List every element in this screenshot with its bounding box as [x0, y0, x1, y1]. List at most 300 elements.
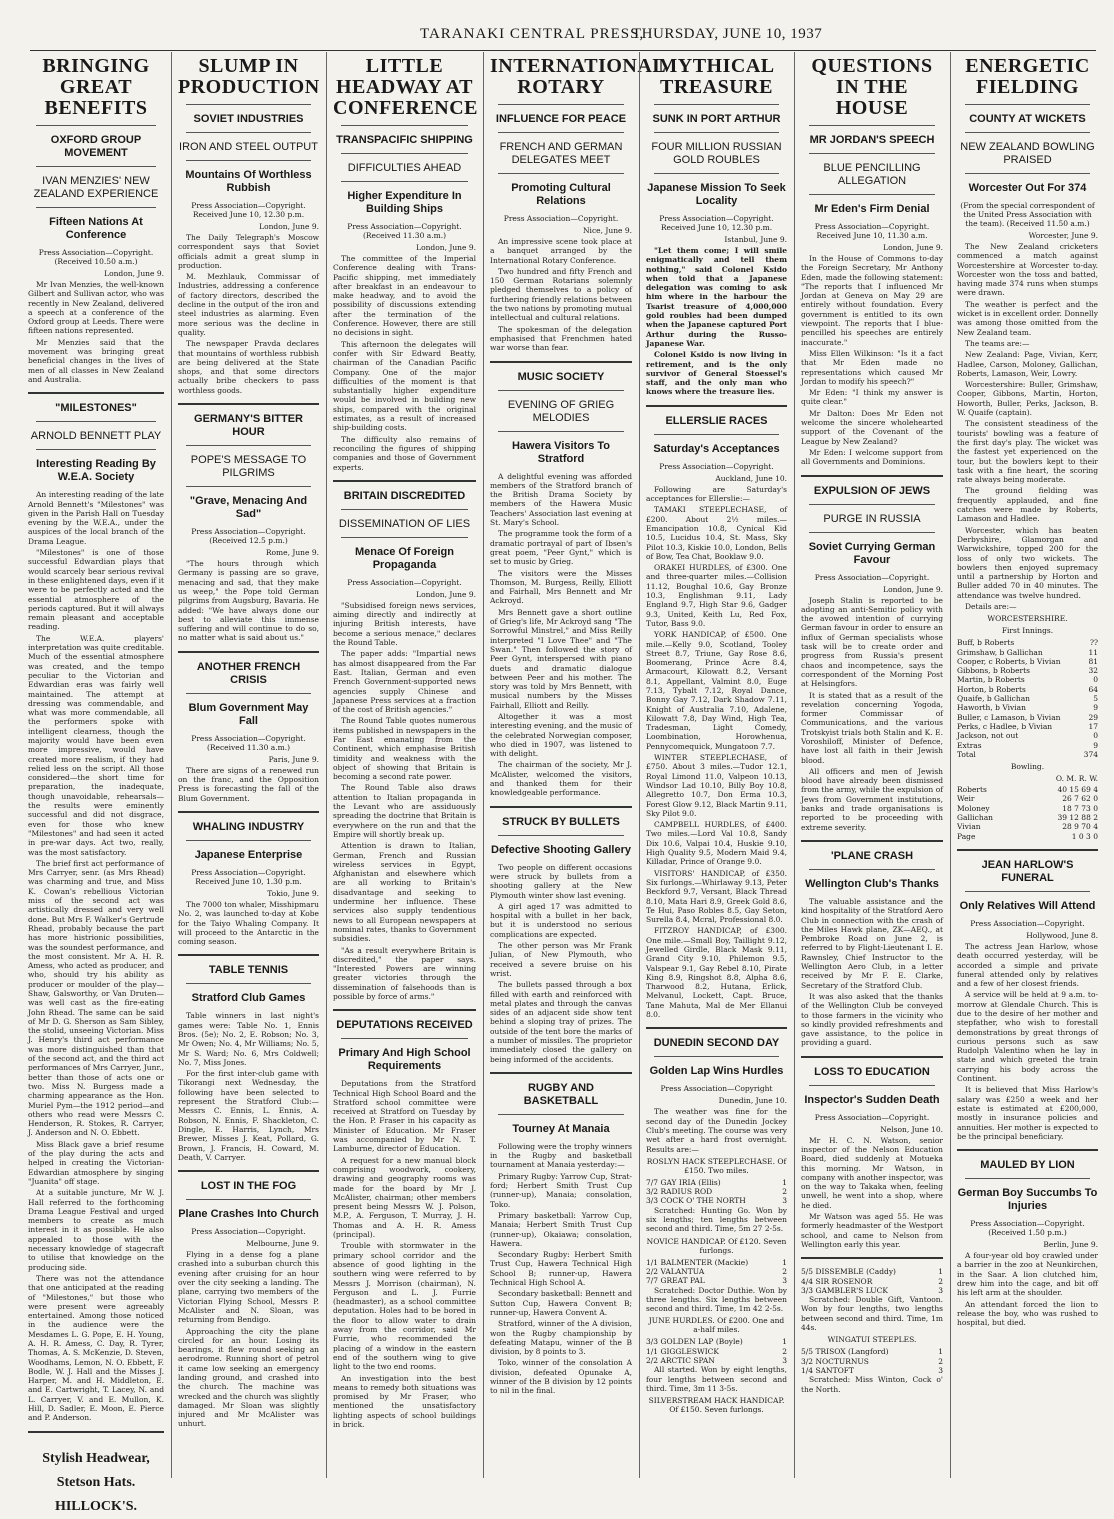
column-1	[22, 52, 170, 1514]
headline: DUNEDIN SECOND DAY	[653, 1037, 780, 1050]
divider	[490, 1072, 632, 1074]
paragraph: Mr Eden: I welcome support from all Governments and Dominions.	[801, 447, 943, 467]
column-4	[483, 52, 667, 1478]
paragraph: The visitors were the Misses Thomson, M. Burgess, Reilly, Elliott and Fairhall, Mrs Bennett and Mr Ackroyd.	[490, 568, 632, 606]
subhead: Inspector's Sudden Death	[804, 1093, 940, 1106]
paper-name: TARANAKI CENTRAL PRESS,	[420, 26, 645, 42]
ad-line: Stylish Headwear,	[42, 1450, 150, 1466]
headline: DEPUTATIONS RECEIVED	[336, 1019, 473, 1032]
paragraph: The programme took the form of a dramatic portrayal of part of Ibsen's great poem, "Peer Gynt," which is set to music by Grieg.	[490, 529, 632, 567]
paragraph: VISITORS' HANDICAP, of £350. Six furlongs.—Whirlaway 9.13, Peter Beckford 9.7, Versant, Black Thread 8.10, Mata Hari 8.9, Greek Gold 8.6, Te Hui, Paso Robles 8.5, Gay Seton, Surella 8.4, Mcral, Professional 8.0.	[646, 868, 787, 925]
scorecard-row: Haworth, b Vivian 9	[957, 703, 1098, 713]
subhead: Primary And High School Requirements	[338, 1047, 471, 1073]
ad-line: HILLOCK'S.	[54, 1498, 138, 1514]
paragraph: The paper adds: "Impartial news has almost disappeared from the Far East. Italian, German and even French Government-supported news agencies supply Chinese and Japanese Press services at a fraction of the cost of British agencies."	[333, 649, 476, 715]
scorecard-row: Horton, b Roberts 64	[957, 684, 1098, 694]
divider	[965, 1178, 1090, 1179]
scorecard-row: Quaife, b Gallichan 5	[957, 694, 1098, 704]
subhead: Wellington Club's Thanks	[805, 877, 939, 890]
paragraph: It is stated that as a result of the revelation concerning Yogoda, former Commissar of Communications, and the various Trotskyist trials both Stalin and K. E. Voroshiloff, Minister of Defence, have lost all faith in their Jewish blood.	[801, 690, 943, 765]
scorecard-row: Cooper, c Roberts, b Vivian 81	[957, 656, 1098, 666]
result-row: 7/7 GREAT PAL 3	[646, 1276, 787, 1286]
issue-date: THURSDAY, JUNE 10, 1937	[632, 26, 823, 42]
divider	[341, 1038, 468, 1039]
divider	[186, 693, 311, 694]
paragraph: Approaching the city the plane circled for an hour. Losing its bearings, it flew round seeking an aerodrome. Running short of petrol it came low seeking an emergency landing ground, and crashed into the church. The machine was wrecked and the church was slightly damaged. Mr Sloan was slightly injured and Mr McAlister was unhurt.	[178, 1326, 319, 1429]
credit-line: Press Association—Copyright. (Received 11.30 a.m.)	[191, 733, 306, 752]
result-row: 2/2 VALANTUA 2	[646, 1266, 787, 1276]
credit-line: Press Association—Copyright. Received June 10, 11.30 a.m.	[814, 222, 930, 240]
divider	[957, 1149, 1098, 1151]
headline: LOSS TO EDUCATION	[814, 1065, 930, 1078]
divider	[654, 132, 779, 133]
advertisement	[28, 1447, 164, 1519]
subhead: DIFFICULTIES AHEAD	[347, 162, 462, 174]
paragraph: Mr Menzies said that the movement was bringing great beneficial changes in the lives of men of all classes in New Zealand and Australia.	[28, 337, 164, 384]
paragraph: The Round Table also draws attention to Italian propaganda in the Levant who are assiduously spreading the doctrine that Britain is everywhere on the run and that the Empire will shortly break up.	[333, 783, 476, 839]
subhead: BLUE PENCILLING ALLEGATION	[823, 162, 921, 187]
divider	[341, 537, 468, 538]
paragraph: Joseph Stalin is reported to be adopting an anti-Semitic policy with the avowed intention of currying German favour in order to ensure an influx of German specialists whose task will be to create order and progress from Russia's present chaos and incompetence, says the correspondent of the Morning Post at Helsingfors.	[801, 595, 943, 689]
paragraph: Colonel Ksido is now living in retirement, and is the only survivor of General Stoessel's staff, and the only man who knows where the treasure lies.	[646, 350, 787, 397]
divider	[186, 983, 311, 984]
divider	[498, 104, 624, 105]
paragraph: Mr Watson was aged 55. He was formerly headmaster of the Westport school, and came to Nelson from Wellington early this year.	[801, 1212, 943, 1249]
headline: JEAN HARLOW'S FUNERAL	[981, 858, 1074, 884]
paragraph: The teams are:—	[965, 338, 1030, 348]
subhead: SUNK IN PORT ARTHUR	[652, 113, 781, 125]
headline: BRITAIN DISCREDITED	[343, 489, 466, 502]
result-row: 5/5 TRISOX (Langford) 1	[801, 1347, 943, 1357]
subhead: PURGE IN RUSSIA	[823, 512, 921, 525]
subhead: Higher Expenditure In Building Ships	[347, 190, 462, 215]
result-row: 2/2 ARCTIC SPAN 3	[646, 1356, 787, 1366]
headline: BRINGING GREAT BENEFITS	[42, 55, 150, 119]
divider	[178, 954, 319, 956]
subhead: Fifteen Nations At Conference	[49, 216, 143, 241]
dateline: Berlin, June 9.	[1043, 1240, 1098, 1250]
headline: STRUCK BY BULLETS	[502, 815, 620, 828]
paragraph: Following are Saturday's acceptances for Ellerslie:—	[646, 484, 787, 504]
paragraph: An investigation into the best means to remedy both situations was promised by Mr Fraser, who mentioned the unsatisfactory lighting aspects of school buildings in brick.	[333, 1373, 476, 1429]
headline: GERMANY'S BITTER HOUR	[194, 413, 303, 439]
column-5	[639, 52, 793, 1478]
paragraph: CAMPBELL HURDLES, of £400. Two miles.—Lord Val 10.8, Sandy Dix 10.6, Valpai 10.4, Huskie 9.10, High Quality 9.5, Modern Maid 9.4, Killadar, Prince of Orange 9.0.	[646, 820, 787, 867]
credit-line: Press Association—Copyright.	[814, 572, 930, 582]
paragraph: "Milestones" is one of those successful Edwardian plays that would scarcely bear serious revival in these enlightened days, even if it were to be perfectly acted and the essential atmosphere of the periods captured. But it will always remain pleasant and acceptable reading.	[28, 548, 164, 632]
paragraph: WINTER STEEPLECHASE, of £750. About 3 miles.—Tudor 12.1, Royal Limond 11.0, Valpeon 10.13, Windsor Lad 10.10, Billy Boy 10.8, Allegretto 10.7, Don Erma 10.3, Forest Glow 9.12, Black Martin 9.11, Sky Pilot 9.0.	[646, 753, 787, 818]
paragraph: Primary Rugby: Yarrow Cup, Strat-ford; Herbert Smith Trust Cup (runner-up), Manaia; consolation, Toko.	[490, 1171, 632, 1209]
column-7	[950, 52, 1104, 1478]
credit-line: Press Association—Copyright. (Received 1.50 p.m.)	[970, 1219, 1085, 1238]
subhead: INFLUENCE FOR PEACE	[495, 113, 627, 125]
scorecard-row: Extras 9	[957, 740, 1098, 750]
divider	[801, 1257, 943, 1259]
scorecard-row: Martin, b Roberts 0	[957, 675, 1098, 685]
subhead: POPE'S MESSAGE TO PILGRIMS	[190, 454, 307, 480]
divider	[498, 431, 624, 432]
result-row: 4/4 SIR ROSENOR 2	[801, 1276, 943, 1286]
paragraph: Details are:—	[965, 601, 1017, 611]
subhead: NEW ZEALAND BOWLING PRAISED	[960, 141, 1095, 166]
scorecard-row: Perks, c Hadlee, b Vivian 17	[957, 721, 1098, 731]
paragraph: Following were the trophy winners in the Rugby and basketball tournament at Manaia yesterday:—	[490, 1141, 632, 1170]
paragraph: M. Mezhlauk, Commissar of Industries, addressing a conference of factory directors, described the decline in the output of the iron and steel industries as alarming. Even more serious was the decline in quality.	[178, 272, 319, 337]
result-row: 3/2 NOCTURNUS 2	[801, 1356, 943, 1366]
subhead: Mountains Of Worthless Rubbish	[185, 169, 312, 194]
paragraph: All started. Won by eight lengths, four lengths between second and third. Time, 3m 11 3-5s.	[646, 1365, 787, 1393]
scorecard-row: Vivian 28 9 70 4	[957, 822, 1098, 832]
dateline: Dunedin, June 10.	[718, 1096, 787, 1106]
column-2	[171, 52, 325, 1478]
paragraph: Trouble with stormwater in the primary school corridor and the absence of good lighting in the southern wing were referred to by Messrs J. Morrison (chairman), N. Ferguson and L. J. Furrie (headmaster), as a school committee deputation. Holes had to be bored in the floor to allow water to drain away from the corridor, said Mr Furrie, who recommended the placing of a window in the eastern end of the southern wing to give light to the two end rooms.	[333, 1241, 476, 1372]
result-row: 1/1 BALMENTER (Mackie) 1	[646, 1257, 787, 1267]
paragraph: "The hours through which Germany is passing are so grave, menacing and sad, that they make us weep," the Pope told German pilgrims from Augsburg, Bavaria. He added: "We have always done our best to alleviate this immense suffering and will continue to do so, no matter what is said about us."	[178, 559, 319, 643]
subhead: German Boy Succumbs To Injuries	[957, 1187, 1098, 1213]
divider	[646, 405, 787, 407]
divider	[809, 153, 935, 154]
column-6	[794, 52, 949, 1478]
dateline: Rome, June 9.	[265, 548, 319, 558]
credit-line: (From the special correspondent of the United Press Association with the team). (Received 11.50 a.m.)	[960, 201, 1095, 228]
paragraph: A four-year old boy crawled under a barrier in the zoo at Neunkirchen, in the Saar. A lion clutched him, drew him into the cage, and bit off his left arm at the shoulder.	[957, 1251, 1098, 1298]
paragraph: Secondary basketball: Bennett and Sutton Cup, Hawera Convent B; runner-up, Hawera Convent A.	[490, 1289, 632, 1317]
scorecard-innings: First Innings.	[1001, 626, 1054, 636]
paragraph: Toko, winner of the consolation A division, defeated Opunake A, winner of the B division by 12 points to nil in the final.	[490, 1358, 632, 1396]
batting-scorecard	[957, 638, 1098, 750]
credit-line: Press Association—Copyright.	[347, 577, 462, 587]
paragraph: The Round Table quotes numerous items published in newspapers in the Far East emanating from the Continent, which emphasise British timidity and weakness with the object of showing that Britain is becoming a second rate power.	[333, 716, 476, 782]
divider	[490, 806, 632, 808]
dateline: Auckland, June 10.	[715, 473, 787, 483]
paragraph: FITZROY HANDICAP, of £300. One mile.—Small Boy, Taillight 9.12, Jewelled Girdle, Black Mask 9.11, Grand City 9.10, Philemon 9.5, Valspear 9.1, Gay Rebel 8.10, Pirate King 8.9, Ringshot 8.8, Alpha 8.6, Tharwood 8.2, Hutana, Erlick, Melvanul, Lockett, Capt. Bruce, Tane Mahuta, Mal de Mer Ellanui 8.0.	[646, 926, 787, 1020]
race-title: JUNE HURDLES. Of £200. One and a-half miles.	[648, 1316, 785, 1335]
divider	[957, 849, 1098, 851]
subhead: Menace Of Foreign Propaganda	[354, 545, 455, 571]
dateline: Hollywood, June 8.	[1026, 930, 1098, 940]
paragraph: The consistent steadiness of the tourists' bowling was a feature of the first day's play. The wicket was the fastest yet experienced on the tour, but the bowlers kept to their task with a fine heart, the scoring rate always being moderate.	[957, 419, 1098, 485]
paragraph: The difficulty also remains of reconciling the figures of shipping companies and those of Government experts.	[333, 434, 476, 472]
subhead: TRANSPACIFIC SHIPPING	[336, 134, 473, 146]
paragraph: Miss Ellen Wilkinson: "Is it a fact that Mr Eden made no representations which caused Mr Jordan to modify his speech?"	[801, 348, 943, 386]
result-row: 3/2 RADIUS ROD 2	[646, 1187, 787, 1197]
credit-line: Press Association—Copyright. (Received 11.30 a.m.)	[347, 222, 462, 240]
headline: MYTHICAL TREASURE	[658, 55, 775, 98]
divider	[178, 1170, 319, 1172]
credit-line: Press Association—Copyright. (Received 12.5 p.m.)	[191, 527, 306, 546]
subhead: MR JORDAN'S SPEECH	[809, 134, 935, 146]
divider	[333, 1009, 476, 1011]
scorecard-row: Roberts 40 15 69 4	[957, 785, 1098, 795]
subhead: DISSEMINATION OF LIES	[338, 517, 471, 530]
headline: ENERGETIC FIELDING	[965, 55, 1090, 98]
divider	[186, 1199, 311, 1200]
paragraph: The W.E.A. players' interpretation was quite creditable. Much of the essential atmosphere was created, and the tempo peculiar to the Victorian and Edwardian eras was fairly well maintained. The attempt at dressing was commendable, and what was more commendable, all the performers spoke with intelligent clearness, though the majority would have been even more impressive, would have created more realism, if they had relied less on the script. All those considered—the short time for preparation, the inadequate, though unavoidable, rehearsals—the results were eminently successful and did not disgrace, even for those who knew "Milestones" and had seen it acted in pre-war days. Act two, really, was the most satisfactory.	[28, 633, 164, 857]
paragraph: The chairman of the society, Mr J. McAlister, welcomed the visitors, and thanked them for their knowledgeable performance.	[490, 760, 632, 798]
paragraph: A girl aged 17 was admitted to hospital with a bullet in her back, but it is understood no serious complications are expected.	[490, 901, 632, 939]
paragraph: The other person was Mr Frank Julian, of New Plymouth, who received a severe bruise on his wrist.	[490, 941, 632, 978]
divider	[178, 403, 319, 405]
divider	[809, 125, 935, 126]
paragraph: "As a result everywhere Britain is discredited," the paper says. "Interested Powers are winning greater victories through the dissemination of falsehoods than is possible by force of arms."	[333, 945, 476, 1001]
paragraph: Stratford, winner of the A division, won the Rugby championship by defeating Matapu, winner of the B division, by 8 points to 3.	[490, 1319, 632, 1357]
paragraph: Scratched: Doctor Duthie. Won by three lengths. Six lengths between second and third. Time, 1m 42 2-5s.	[646, 1285, 787, 1314]
paragraph: This afternoon the delegates will confer with Sir Edward Beatty, chairman of the Canadian Pacific Company. One of the major difficulties of the moment is that substantially higher expenditure would be involved in building new ships, compared with the original estimates, as a result of increased ship-building costs.	[333, 339, 476, 433]
paragraph: Primary basketball: Yarrow Cup, Manaia; Herbert Smith Trust Cup (runner-up), Okaiawa; consolation, Hawera.	[490, 1210, 632, 1248]
divider	[186, 840, 311, 841]
divider	[801, 840, 943, 842]
paragraph: YORK HANDICAP, of £500. One mile.—Kelly 9.0, Scotland, Tooley Street 8.7, Triune, Gay Rose 8.6, Boomerang, Prince Acre 8.4, Armacourt, Kilowatt 8.2, Versant 8.1, Appellant, Valmint 8.0, Euge 7.13, Tybalt 7.12, Royal Dance, Bonny Gay 7.12, Dark Shadow 7.11, Knight of Australia 7.10, Adalene, Kilowatt 7.8, Day Wind, High Tea, Tradesman, Light Comedy, Loombination, Horowhenua, Pennycomequick, Mungatoon 7.7.	[646, 630, 787, 751]
headline: "MILESTONES"	[55, 402, 137, 415]
column-3	[326, 52, 482, 1478]
divider	[186, 104, 311, 105]
headline: QUESTIONS IN THE HOUSE	[811, 55, 933, 119]
paragraph: The valuable assistance and the kind hospitality of the Stratford Aero Club in connection with the crash of the Miles Hawk plane, ZK—AEQ., at Pembroke Road on June 2, is referred to by Flight-Lieutenant I. E. Rawnsley, Chief Instructor to the Wellington Aero Club, in a letter received by Mr F. E. Clarke, Secretary of the Stratford Club.	[801, 896, 943, 990]
headline: LITTLE HEADWAY AT CONFERENCE	[333, 55, 479, 119]
subhead: Plane Crashes Into Church	[178, 1208, 319, 1221]
bowling-scorecard	[957, 785, 1098, 841]
paragraph: The brief first act performance of Mrs Carryer, senr. (as Mrs Rhead) was charming and true, and Miss K. Cowan's rebellious Victorian miss of the second act was artistically dressed and very well done. But Mrs F. Walker's Gertrude Rhead, probably because the part has more histrionic possibilities, was the soundest performance, and the most consistent. Mr A. H. R. Amess, who acted as producer, and who, should try his ability as producer or moulder of the play—Shaw, Galsworthy, or Van Druten—was well cast as the fire-eating John Rhead. The same can be said of Mr D. G. Sherson as Sam Sibley, the stolid, unseeing Victorian. Miss J. Henry's third act performance was more distinguished than that of the second act, and the third act performances of Mrs Carryer, Junr., better than those of acts one or two. Miss N. Burgess made a charming appearance as the Hon. Muriel Pym—the 1912 period—and others who read were Messrs C. Henderson, R. Stokes, R. Carryer, J. Anderson and N. O. Ebbett.	[28, 858, 164, 1138]
paragraph: Deputations from the Stratford Technical High School Board and the Stratford school committee were received at Stratford on Tuesday by the Hon. P. Fraser in his capacity as Minister of Education. Mr Fraser was accompanied by Mr N. T. Lamburne, director of Education.	[333, 1079, 476, 1154]
paragraph: Worcestershire: Buller, Grimshaw, Cooper, Gibbons, Martin, Horton, Howorth, Buller, Perks, Jackson, B. W. Quaife (captain).	[957, 380, 1098, 418]
paragraph: An attendant forced the lion to release the boy, who was rushed to hospital, but died.	[957, 1299, 1098, 1328]
result-row: 1/1 GIGGLESWICK 2	[646, 1346, 787, 1356]
divider	[341, 125, 468, 126]
paragraph: The Daily Telegraph's Moscow correspondent says that Soviet officials admit a great slump in production.	[178, 233, 319, 270]
divider	[341, 153, 468, 154]
paragraph: Mr Ivan Menzies, the well-known Gilbert and Sullivan actor, who was recently in New Zealand, delivered a speech at a conference of the Oxford group at Leeds. There were fifteen nations represented.	[28, 280, 164, 336]
result-row: 5/5 DISSEMBLE (Caddy) 1	[801, 1267, 943, 1277]
divider	[965, 891, 1090, 892]
result-row: 7/7 GAY IRIA (Ellis) 1	[646, 1177, 787, 1187]
divider	[646, 1027, 787, 1029]
subhead: Promoting Cultural Relations	[511, 182, 611, 207]
divider	[28, 1431, 164, 1433]
subhead: EVENING OF GRIEG MELODIES	[507, 398, 615, 424]
divider	[36, 449, 156, 450]
paragraph: Mr H. C. N. Watson, senior inspector of the Nelson Education Board, died suddenly at Motueka this morning. Mr Watson, in company with another inspector, was on the way to Takaka when, feeling unwell, he went into a shop, where he died.	[801, 1135, 943, 1210]
subhead: Hawera Visitors To Stratford	[511, 439, 611, 465]
paragraph: Two hundred and fifty French and 150 German Rotarians solemnly pledged themselves to a policy of furthering friendly relations between the two nations by promoting mutual intellectual and cultural relations.	[490, 266, 632, 323]
subhead: IVAN MENZIES' NEW ZEALAND EXPERIENCE	[33, 175, 159, 200]
divider	[801, 475, 943, 477]
result-row: 3/3 GAMBLER'S LUCK 3	[801, 1285, 943, 1295]
divider	[965, 173, 1090, 174]
paragraph: A service will be held at 9 a.m. to-morrow at Glendale Church. This is due to the desire of her mother and stepfather, who wish to forestall demonstrations by great throngs of curious persons such as saw Rudolph Valentino when he lay in state and which greeted the train carrying his body across the Continent.	[957, 990, 1098, 1084]
subhead: Golden Lap Wins Hurdles	[649, 1065, 784, 1078]
paragraph: Worcester, which has beaten Derbyshire, Glamorgan and Warwickshire, topped 200 for the loss of only two wickets. The bowlers then enjoyed supremacy until a partnership by Horton and Buller added 70 in 40 minutes. The attendance was twelve hundred.	[957, 525, 1098, 600]
dateline: London, June 9.	[883, 584, 943, 594]
subhead: Defective Shooting Gallery	[491, 843, 631, 856]
scorecard-row: Gallichan 39 12 88 2	[957, 813, 1098, 823]
race-title: SILVERSTREAM HACK HANDICAP. Of £150. Seven furlongs.	[648, 1396, 785, 1415]
headline: ELLERSLIE RACES	[665, 414, 768, 427]
paragraph: Mrs Bennett gave a short outline of Grieg's life, Mr Ackroyd sang "The Sorrowful Minstrel," and Miss Reilly interpreted "I Love Thee" and "The Swan." Then followed the story of Peer Gynt, interspersed with piano duets and dramatic dialogue between Peer and his mother. The story was told by Mrs Bennett, with musical numbers by the Misses Fairhall, Elliott and Reilly.	[490, 607, 632, 710]
divider	[809, 194, 935, 195]
paragraph: ORAKEI HURDLES, of £300. One and three-quarter miles.—Collision 11.12, Boughal 10.6, Gay Bronze 10.3, Englishman 9.11, Lady England 9.7, High Star 9.6, Gadger 9.3, United, Keith Lu, Red Fox, Tutor, Bass 9.0.	[646, 563, 787, 628]
paragraph: TAMAKI STEEPLECHASE, of £200. About 2½ miles.—Emancipation 10.8, Cynical Kid 10.5, Lucidus 10.4, St. Mass, Sky Pilot 10.3, Kiskie 10.0, London, Bells of Bow, Tea Chat, Booklaw 9.0.	[646, 505, 787, 561]
paragraph: Mr Dalton: Does Mr Eden not welcome the sincere wholehearted support of the Covenant of the League by New Zealand?	[801, 408, 943, 446]
divider	[36, 421, 156, 422]
paragraph: The weather was fine for the second day of the Dunedin Jockey Club's meeting. The course was very wet after a hard frost overnight. Results are:—	[646, 1107, 787, 1154]
credit-line: Press Association—Copyright.	[503, 214, 619, 223]
paragraph: The actress Jean Harlow, whose death occurred yesterday, will be accorded a simple and private funeral attended only by relatives and a few of her closest friends.	[957, 941, 1098, 989]
masthead	[0, 0, 1114, 50]
bowling-columns: O. M. R. W.	[1055, 774, 1098, 784]
ad-line: Stetson Hats.	[56, 1474, 136, 1490]
dateline: Melbourne, June 9.	[246, 1239, 319, 1249]
divider	[498, 1114, 624, 1115]
headline: INTERNATIONAL ROTARY	[490, 55, 667, 98]
credit-line: Press Association—Copyright. Received June 10, 12.30 p.m.	[659, 214, 774, 232]
subhead: SOVIET INDUSTRIES	[193, 113, 304, 125]
paragraph: Flying in a dense fog a plane crashed into a suburban church this evening after cruising for an hour over the city seeking a landing. The plane, carrying two members of the Victorian Flying School, Messrs P. McAlister and N. Sloan, was returning from Bendigo.	[178, 1250, 319, 1325]
dateline: London, June 9.	[416, 589, 476, 599]
paragraph: It is believed that Miss Harlow's salary was £250 a week and her estate is estimated at £200,000, mostly in insurance policies and annuities. Her mother is expected to be the principal beneficiary.	[957, 1085, 1098, 1141]
scorecard-total: Total 374	[957, 749, 1098, 759]
credit-line: Press Association—Copyright.	[814, 1112, 930, 1122]
divider	[654, 104, 779, 105]
paragraph: Scratched: Hunting Go. Won by six lengths; ten lengths between second and third. Time, 5m 27 2-5s.	[646, 1205, 787, 1234]
scorecard-row: Gibbons, b Roberts 32	[957, 666, 1098, 676]
credit-line: Press Association—Copyright. Received June 10, 1.30 p.m.	[191, 867, 306, 886]
headline: RUGBY AND BASKETBALL	[523, 1081, 599, 1107]
paragraph: There are signs of a renewed run on the franc, and the Opposition Press is forecasting the fall of the Blum Government.	[178, 765, 319, 803]
paragraph: The bullets passed through a box filled with earth and reinforced with metal plates and through the canvas sides of an adjacent side show tent behind a sloping tray of prizes. The outside of the tent bore the marks of a number of missiles. The proprietor immediately closed the gallery on being informed of the accidents.	[490, 980, 632, 1064]
paragraph: The 7000 ton whaler, Misshipmaru No. 2, was launched to-day at Kobe for the Taiyo Whaling Company. It will proceed to the Antarctic in the coming season.	[178, 899, 319, 947]
divider	[965, 132, 1090, 133]
scorecard-team: WORCESTERSHIRE.	[987, 614, 1068, 624]
paragraph: It was also asked that the thanks of the Wellington Club be conveyed to those farmers in the vicinity who so kindly provided refreshments and gave assistance, to the police in providing a guard.	[801, 991, 943, 1048]
scorecard-row: Moloney 18 7 73 0	[957, 803, 1098, 813]
paragraph: The spokesman of the delegation emphasised that Frenchmen hated war worse than fear.	[490, 324, 632, 353]
masthead-rule	[30, 50, 1096, 51]
scorecard-row: Buff, b Roberts ??	[957, 638, 1098, 648]
scorecard-row: Grimshaw, b Gallichan 11	[957, 647, 1098, 657]
headline: MUSIC SOCIETY	[517, 370, 605, 383]
dateline: Nice, June 9.	[582, 226, 632, 235]
paragraph: Miss Black gave a brief resume of the play during the acts and helped in creating the Victorian-Edwardian atmosphere by singing "Juanita" off stage.	[28, 1139, 164, 1186]
subhead: ARNOLD BENNETT PLAY	[30, 430, 162, 443]
paragraph: The weather is perfect and the wicket is in excellent order. Donnelly was among those omitted from the New Zealand team.	[957, 299, 1098, 337]
divider	[498, 390, 624, 391]
credit-line: Press Association—Copyright	[660, 1084, 773, 1094]
divider	[186, 160, 311, 161]
scorecard-row: Jackson, not out 0	[957, 731, 1098, 741]
subhead: COUNTY AT WICKETS	[969, 113, 1086, 125]
credit-line: Press Association—Copyright.	[191, 1227, 306, 1237]
dateline: Tokio, June 9.	[267, 888, 319, 898]
paragraph: A delightful evening was afforded members of the Stratford branch of the British Drama Society by members of the Hawera Music Teachers' Association last evening at St. Mary's School.	[490, 471, 632, 528]
subhead: Saturday's Acceptances	[653, 442, 780, 455]
subhead: FRENCH AND GERMAN DELEGATES MEET	[499, 141, 623, 166]
divider	[333, 480, 476, 482]
paragraph: An impressive scene took place at a banquet arranged by the International Rotary Conference.	[490, 237, 632, 265]
headline: LOST IN THE FOG	[200, 1180, 297, 1193]
subhead: IRON AND STEEL OUTPUT	[179, 141, 318, 153]
divider	[28, 392, 164, 394]
divider	[490, 361, 632, 363]
bowling-heading: Bowling.	[1010, 762, 1045, 772]
divider	[809, 869, 935, 870]
scorecard-row: Weir 26 7 62 0	[957, 794, 1098, 804]
subhead: Only Relatives Will Attend	[959, 899, 1096, 912]
headline: TABLE TENNIS	[208, 964, 289, 977]
divider	[36, 166, 156, 167]
headline: 'PLANE CRASH	[830, 849, 914, 862]
paragraph: All officers and men of Jewish blood have already been dismissed from the army, while the expulsion of Jews from Government institutions, banks and trade organisations is reported to be proceeding with extreme severity.	[801, 766, 943, 832]
subhead: Japanese Mission To Seek Locality	[647, 182, 786, 207]
paragraph: An interesting reading of the late Arnold Bennett's "Milestones" was given in the Parish Hall on Tuesday evening by the W.E.A., under the auspices of the local branch of the Drama League.	[28, 490, 164, 546]
credit-line: Press Association—Copyright.	[659, 461, 774, 471]
paragraph: Mr Eden: "I think my answer is quite clear."	[801, 388, 943, 407]
divider	[178, 811, 319, 813]
divider	[498, 835, 624, 836]
paragraph: Two people on different occasions were struck by bullets from a shooting gallery at the New Plymouth winter show last evening.	[490, 862, 632, 900]
divider	[186, 445, 311, 446]
divider	[36, 207, 156, 208]
result-row: 1/4 SANTOFT 3	[801, 1365, 943, 1375]
race-title: WINGATUI STEEPLES.	[827, 1335, 917, 1345]
divider	[341, 509, 468, 510]
dateline: Paris, June 9.	[268, 754, 319, 764]
subhead: OXFORD GROUP MOVEMENT	[50, 134, 142, 159]
dateline: London, June 9.	[416, 243, 476, 252]
dateline: London, June 9.	[259, 222, 319, 231]
result-row: 3/3 COCK O' THE NORTH 3	[646, 1196, 787, 1206]
divider	[498, 173, 624, 174]
divider	[178, 651, 319, 653]
subhead: FOUR MILLION RUSSIAN GOLD ROUBLES	[651, 141, 782, 166]
dateline: Worcester, June 9.	[1028, 231, 1098, 240]
paragraph: In the House of Commons to-day the Foreign Secretary, Mr Anthony Eden, made the following statement: "The reports that I influenced Mr Jordan at Geneva on May 29 are entirely without foundation. Every government is entitled to its own viewpoint. The reports that I blue-pencilled his speeches are entirely inaccurate."	[801, 254, 943, 347]
dateline: Istanbul, June 9.	[724, 235, 787, 244]
paragraph: Scratched: Double Gift, Vantoon. Won by four lengths, two lengths between second and third. Time, 1m 44s.	[801, 1295, 943, 1333]
paragraph: Secondary Rugby: Herbert Smith Trust Cup, Hawera Technical High School B; runner-up, Hawera Technical High School A.	[490, 1250, 632, 1288]
dateline: London, June 9.	[883, 243, 943, 252]
scorecard-row: Buller, c Lamason, b Vivian 29	[957, 712, 1098, 722]
headline: EXPULSION OF JEWS	[813, 484, 931, 497]
subhead: Blum Government May Fall	[188, 701, 309, 727]
paragraph: A request for a new manual block comprising woodwork, cookery, drawing and geography rooms was made for the board by Mr J. McAlister, chairman; other members present being Messrs W. J. Polson, M.P., A. Ferguson, T. Murray, J. H. Thomas and A. H. R. Amess (principal).	[333, 1155, 476, 1240]
divider	[809, 504, 935, 505]
subhead: "Grave, Menacing And Sad"	[189, 495, 308, 521]
paragraph: Altogether it was a most interesting evening, and the music of the celebrated Norwegian composer, who died in 1907, was listened to with delight.	[490, 711, 632, 759]
race-title: NOVICE HANDICAP. Of £120. Seven furlongs.	[646, 1236, 787, 1255]
subhead: Stratford Club Games	[191, 992, 306, 1005]
subhead: Japanese Enterprise	[194, 848, 303, 861]
divider	[654, 1056, 779, 1057]
headline: SLUMP IN PRODUCTION	[178, 55, 320, 98]
divider	[498, 132, 624, 133]
scorecard-row: Page 1 0 3 0	[957, 831, 1098, 841]
paragraph: Attention is drawn to Italian, German, French and Russian wireless services in Egypt, Afghanistan and elsewhere which are all working to Britain's disadvantage and seeking to undermine her influence. These services also supply tendentious news to all European newspapers at nominal rates, thanks to Government subsidies.	[333, 841, 476, 944]
subhead: Mr Eden's Firm Denial	[814, 203, 930, 215]
paragraph: Scratched: Miss Winton, Cock o' the North.	[801, 1375, 943, 1394]
divider	[36, 125, 156, 126]
dateline: Nelson, June 10.	[880, 1124, 943, 1134]
dateline: London, June 9.	[104, 269, 164, 278]
paragraph: New Zealand: Page, Vivian, Kerr, Hadlee, Carson, Moloney, Gallichan, Roberts, Lamason, Weir, Lowry.	[957, 350, 1098, 378]
divider	[341, 181, 468, 182]
paragraph: The committee of the Imperial Conference dealing with Trans-Pacific shipping, met immediately after breakfast in an endeavour to make headway, and to avoid the possibility of discussions extending after the termination of the Conference. However, there are still no decisions in sight.	[333, 254, 476, 338]
subhead: Interesting Reading By W.E.A. Society	[36, 458, 156, 484]
subhead: Tourney At Manaia	[512, 1122, 610, 1135]
divider	[186, 132, 311, 133]
paragraph: "Let them come; I will smile enigmatically and tell them nothing," said Colonel Ksido when told that a Japanese delegation was coming to ask him where in the harbour the Tsarist treasure of 4,000,000 gold roubles had been dumped when the Japanese captured Port Arthur during the Russo-Japanese War.	[646, 246, 787, 348]
credit-line: Press Association—Copyright. (Received 10.50 a.m.)	[38, 248, 154, 266]
paragraph: There was not the attendance that one anticipated at the reading of "Milestones," but those who were present were agreeably entertained. Among those noticed in the audience were the Mesdames L. G. Pope, E. H. Young, A. H. R. Amess, C. Day, R. Tyrer, Thomas, A. S. McKenzie, D. Steven, Woodhams, Lemon, N. O. Ebbett, F. Bodle, W. J. Hall and the Misses J. Harper, M. and H. Middleton, E. and E. Cartwright, T. Lacey, N. and L. Carryer, V. and E. Mullon, K. Hill, D. Sadler, E. Moon, E. Pierce and P. Anderson.	[28, 1273, 164, 1423]
